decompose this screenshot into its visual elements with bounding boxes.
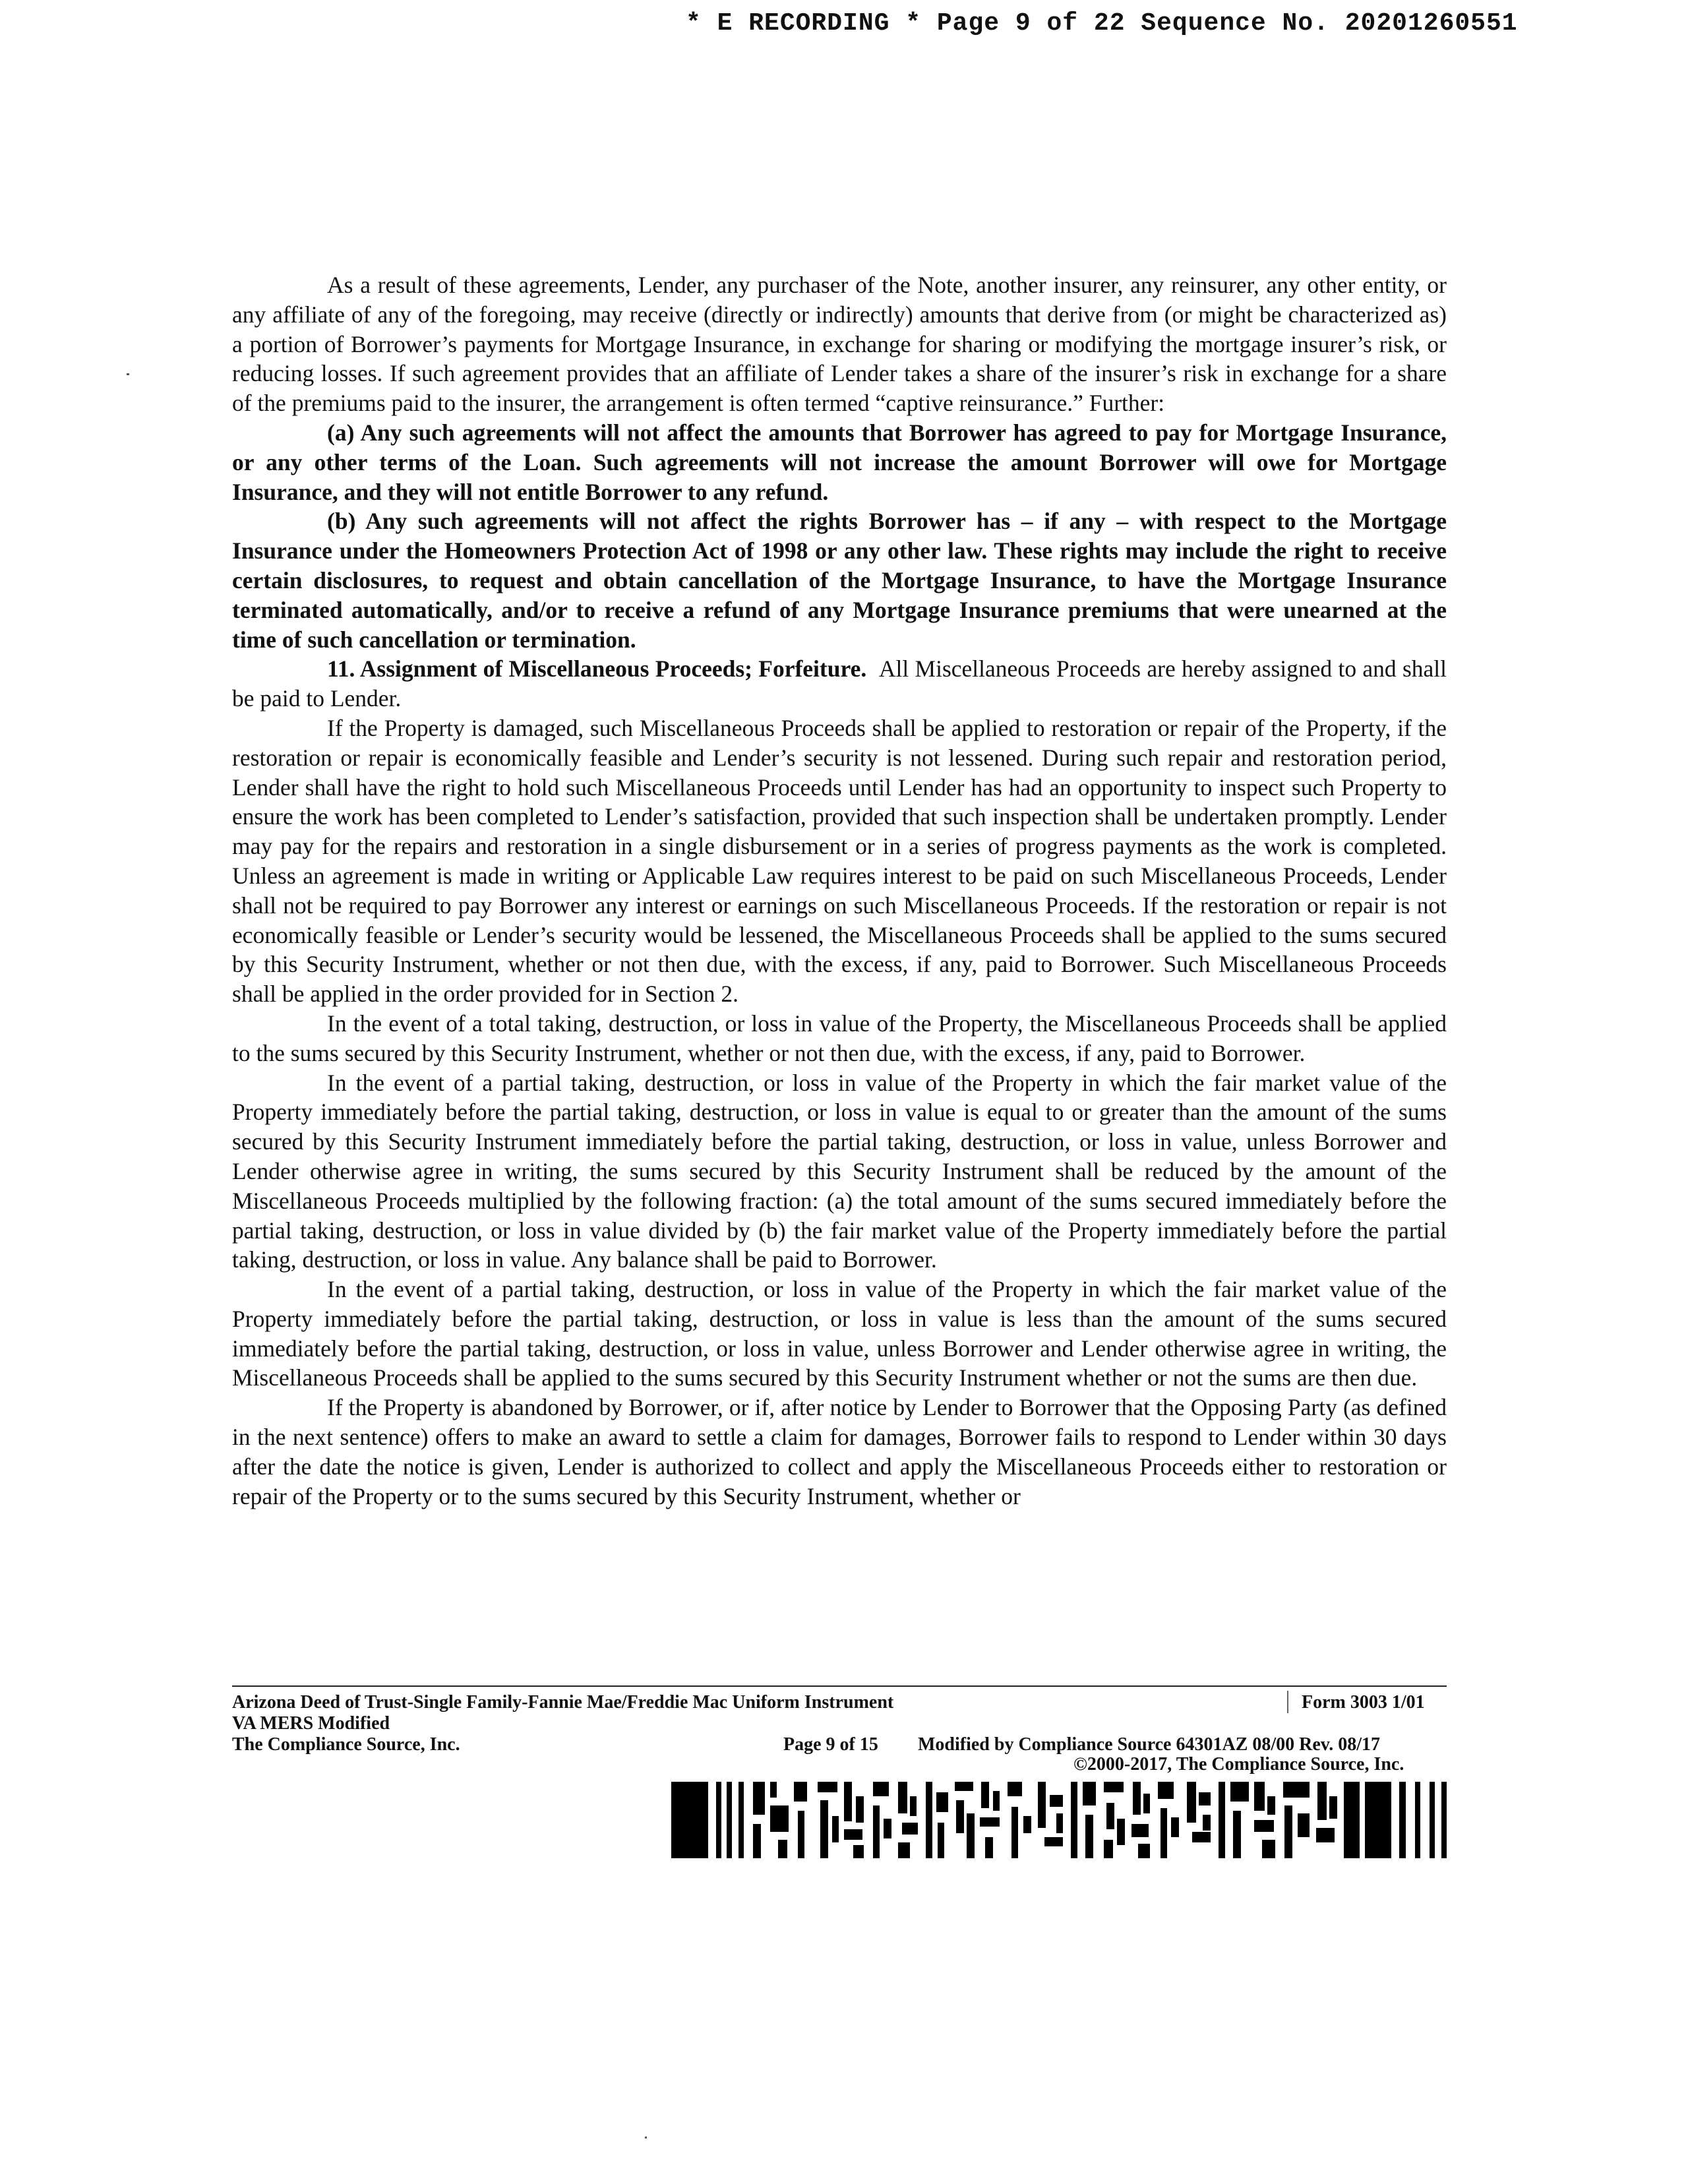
recording-stamp: * E RECORDING * Page 9 of 22 Sequence No. 20201260551 — [686, 9, 1518, 38]
section-11-text: All Miscellaneous Proceeds are hereby assigned to and shall be paid to Lender. — [232, 655, 1447, 712]
footer-page-number: Page 9 of 15 — [783, 1734, 878, 1755]
footer-modifier: VA MERS Modified — [232, 1713, 390, 1734]
footer-company: The Compliance Source, Inc. — [232, 1734, 460, 1755]
footer-modified-by: Modified by Compliance Source 64301AZ 08/00 Rev. 08/17 — [918, 1734, 1381, 1755]
footer-form-number: Form 3003 1/01 — [1302, 1692, 1425, 1713]
document-body — [232, 270, 1447, 1511]
footer-form-title: Arizona Deed of Trust-Single Family-Fannie Mae/Freddie Mac Uniform Instrument — [232, 1692, 894, 1713]
paragraph-captive-reinsurance: As a result of these agreements, Lender, any purchaser of the Note, another insurer, any reinsurer, any other entity, or any affiliate of any of the foregoing, may receive (directly or indirectly) amounts that derive from (or might be characterized as) a portion of Borrower’s payments for Mortgage Insurance, in exchange for sharing or modifying the mortgage insurer’s risk, or reducing losses. If such agreement provides that an affiliate of Lender takes a share of the insurer’s risk in exchange for a share of the premiums paid to the insurer, the arrangement is often termed “captive reinsurance.” Further: — [232, 272, 1447, 417]
paragraph-abandoned-property: If the Property is abandoned by Borrower, or if, after notice by Lender to Borrower that the Opposing Party (as defined in the next sentence) offers to make an award to settle a claim for damages, Borrower fails to respond to Lender within 30 days after the date the notice is given, Lender is authorized to collect and apply the Miscellaneous Proceeds either to restoration or repair of the Property or to the sums secured by this Security Instrument, whether or — [232, 1394, 1447, 1509]
paragraph-clause-b: (b) Any such agreements will not affect the rights Borrower has – if any – with respect to the Mortgage Insurance under the Homeowners Protection Act of 1998 or any other law. These rights may include the right to receive certain disclosures, to request and obtain cancellation of the Mortgage Insurance, to have the Mortgage Insurance terminated automatically, and/or to receive a refund of any Mortgage Insurance premiums that were unearned at the time of such cancellation or termination. — [232, 508, 1447, 653]
paragraph-partial-taking-greater: In the event of a partial taking, destruction, or loss in value of the Property in which the fair market value of the Property immediately before the partial taking, destruction, or loss in value is equal to or greater than the amount of the sums secured by this Security Instrument immediately before the partial taking, destruction, or loss in value, unless Borrower and Lender otherwise agree in writing, the sums secured by this Security Instrument shall be reduced by the amount of the Miscellaneous Proceeds multiplied by the following fraction: (a) the total amount of the sums secured immediately before the partial taking, destruction, or loss in value divided by (b) the fair market value of the Property immediately before the partial taking, destruction, or loss in value. Any balance shall be paid to Borrower. — [232, 1069, 1447, 1273]
paragraph-clause-a: (a) Any such agreements will not affect the amounts that Borrower has agreed to pay for Mortgage Insurance, or any other terms of the Loan. Such agreements will not increase the amount Borrower will owe for Mortgage Insurance, and they will not entitle Borrower to any refund. — [232, 419, 1447, 505]
paragraph-property-damaged: If the Property is damaged, such Miscellaneous Proceeds shall be applied to restoration or repair of the Property, if the restoration or repair is economically feasible and Lender’s security is not lessened. During such repair and restoration period, Lender shall have the right to hold such Miscellaneous Proceeds until Lender has had an opportunity to inspect such Property to ensure the work has been completed to Lender’s satisfaction, provided that such inspection shall be undertaken promptly. Lender may pay for the repairs and restoration in a single disbursement or in a series of progress payments as the work is completed. Unless an agreement is made in writing or Applicable Law requires interest to be paid on such Miscellaneous Proceeds, Lender shall not be required to pay Borrower any interest or earnings on such Miscellaneous Proceeds. If the restoration or repair is not economically feasible or Lender’s security would be lessened, the Miscellaneous Proceeds shall be applied to the sums secured by this Security Instrument, whether or not then due, with the excess, if any, paid to Borrower. Such Miscellaneous Proceeds shall be applied in the order provided for in Section 2. — [232, 714, 1447, 1008]
paragraph-total-taking: In the event of a total taking, destruction, or loss in value of the Property, the Miscellaneous Proceeds shall be applied to the sums secured by this Security Instrument, whether or not then due, with the excess, if any, paid to Borrower. — [232, 1010, 1447, 1066]
paragraph-section-11 — [232, 654, 1447, 713]
paragraph-partial-taking-less: In the event of a partial taking, destruction, or loss in value of the Property in which the fair market value of the Property immediately before the partial taking, destruction, or loss in value is less than the amount of the sums secured immediately before the partial taking, destruction, or loss in value, unless Borrower and Lender otherwise agree in writing, the Miscellaneous Proceeds shall be applied to the sums secured by this Security Instrument whether or not the sums are then due. — [232, 1276, 1447, 1391]
footer-copyright: ©2000-2017, The Compliance Source, Inc. — [1073, 1754, 1404, 1774]
page-footer — [232, 1689, 1447, 1775]
scan-speck — [645, 2137, 647, 2138]
footer-separator — [1287, 1691, 1288, 1713]
document-barcode — [671, 1776, 1447, 1858]
scan-speck — [127, 373, 129, 375]
footer-divider — [232, 1685, 1447, 1687]
section-11-heading: 11. Assignment of Miscellaneous Proceeds; Forfeiture. — [327, 655, 867, 682]
